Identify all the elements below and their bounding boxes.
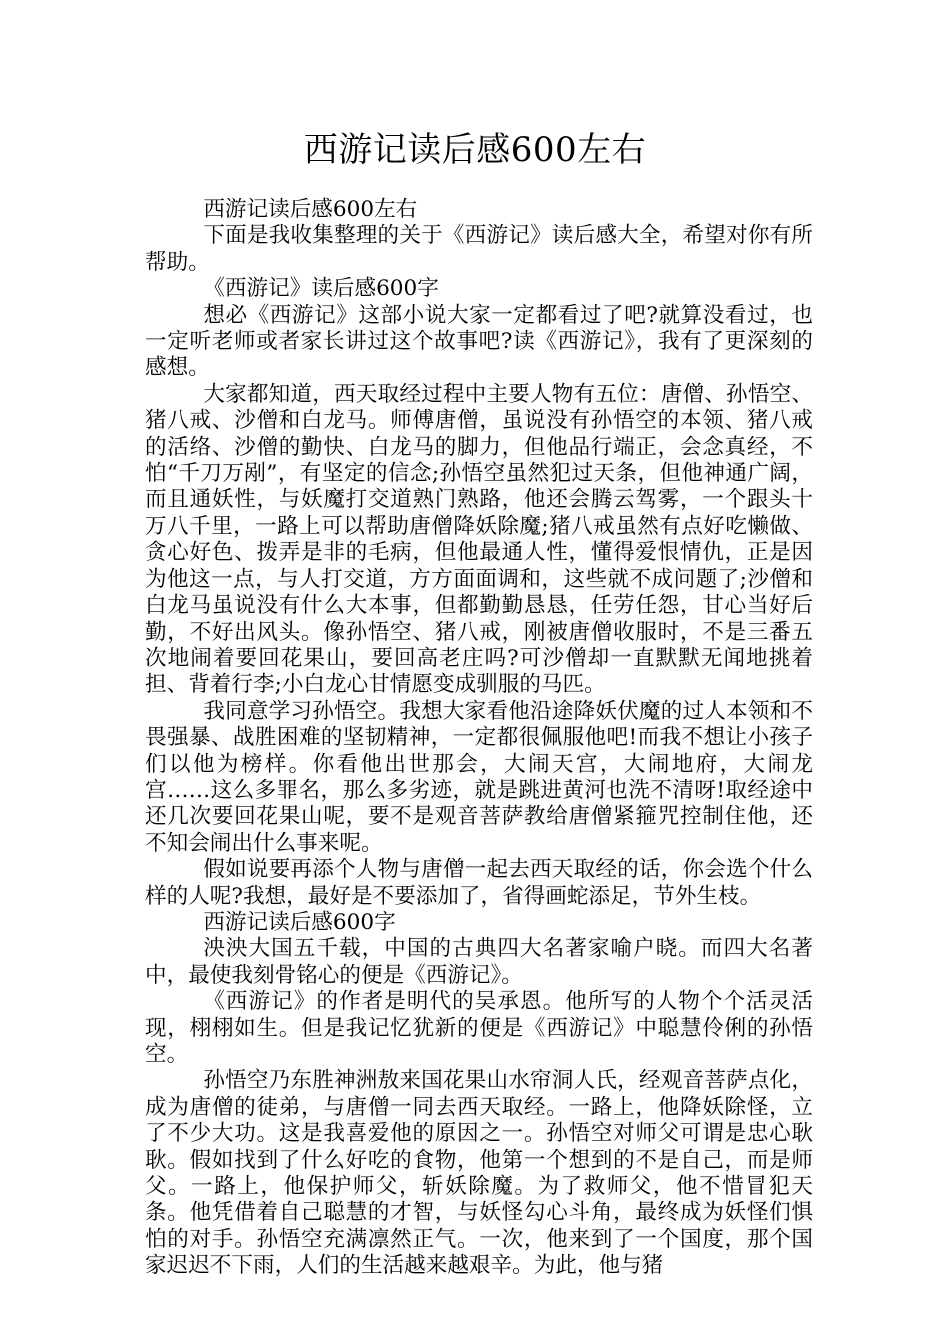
paragraph: 《西游记》读后感600字 (203, 276, 439, 302)
paragraph: 下面是我收集整理的关于《西游记》读后感大全，希望对你有所帮助。 (145, 223, 813, 275)
document-body (145, 197, 813, 1280)
paragraph: 《西游记》的作者是明代的吴承恩。他所写的人物个个活灵活现，栩栩如生。但是我记忆犹新的便是《西游记》中聪慧伶俐的孙悟空。 (145, 989, 813, 1067)
paragraph: 西游记读后感600字 (203, 909, 396, 935)
paragraph: 泱泱大国五千载，中国的古典四大名著家喻户晓。而四大名著中，最使我刻骨铭心的便是《西游记》。 (145, 936, 813, 988)
paragraph: 想必《西游记》这部小说大家一定都看过了吧?就算没看过，也一定听老师或者家长讲过这个故事吧?读《西游记》，我有了更深刻的感想。 (145, 302, 813, 381)
paragraph: 西游记读后感600左右 (203, 197, 418, 222)
paragraph: 我同意学习孙悟空。我想大家看他沿途降妖伏魔的过人本领和不畏强暴、战胜困难的坚韧精神，一定都很佩服他吧!而我不想让小孩子们以他为榜样。你看他出世那会，大闹天宫，大闹地府，大闹龙宫……这么多罪名，那么多劣迹，就是跳进黄河也洗不清呀!取经途中还几次要回花果山呢，要不是观音菩萨教给唐僧紧箍咒控制住他，还不知会闹出什么事来呢。 (145, 698, 813, 856)
paragraph: 假如说要再添个人物与唐僧一起去西天取经的话，你会选个什么样的人呢?我想，最好是不要添加了，省得画蛇添足，节外生枝。 (145, 857, 813, 909)
document-title: 西游记读后感600左右 (303, 130, 647, 170)
paragraph: 大家都知道，西天取经过程中主要人物有五位：唐僧、孙悟空、猪八戒、沙僧和白龙马。师傅唐僧，虽说没有孙悟空的本领、猪八戒的活络、沙僧的勤快、白龙马的脚力，但他品行端正，会念真经，不怕“千刀万剐”，有坚定的信念;孙悟空虽然犯过天条，但他神通广阔，而且通妖性，与妖魔打交道熟门熟路，他还会腾云驾雾，一个跟头十万八千里，一路上可以帮助唐僧降妖除魔;猪八戒虽然有点好吃懒做、贪心好色、拨弄是非的毛病，但他最通人性，懂得爱恨情仇，正是因为他这一点，与人打交道，方方面面调和，这些就不成问题了;沙僧和白龙马虽说没有什么大本事，但都勤勤恳恳，任劳任怨，甘心当好后勤，不好出风头。像孙悟空、猪八戒，刚被唐僧收服时，不是三番五次地闹着要回花果山，要回高老庄吗?可沙僧却一直默默无闻地挑着担、背着行李;小白龙心甘情愿变成驯服的马匹。 (145, 381, 813, 698)
paragraph: 孙悟空乃东胜神洲敖来国花果山水帘洞人氏，经观音菩萨点化，成为唐僧的徒弟，与唐僧一同去西天取经。一路上，他降妖除怪，立了不少大功。这是我喜爱他的原因之一。孙悟空对师父可谓是忠心耿耿。假如找到了什么好吃的食物，他第一个想到的不是自己，而是师父。一路上，他保护师父，斩妖除魔。为了救师父，他不惜冒犯天条。他凭借着自己聪慧的才智，与妖怪勾心斗角，最终成为妖怪们惧怕的对手。孙悟空充满凛然正气。一次，他来到了一个国度，那个国家迟迟不下雨，人们的生活越来越艰辛。为此，他与猪 (145, 1068, 813, 1279)
